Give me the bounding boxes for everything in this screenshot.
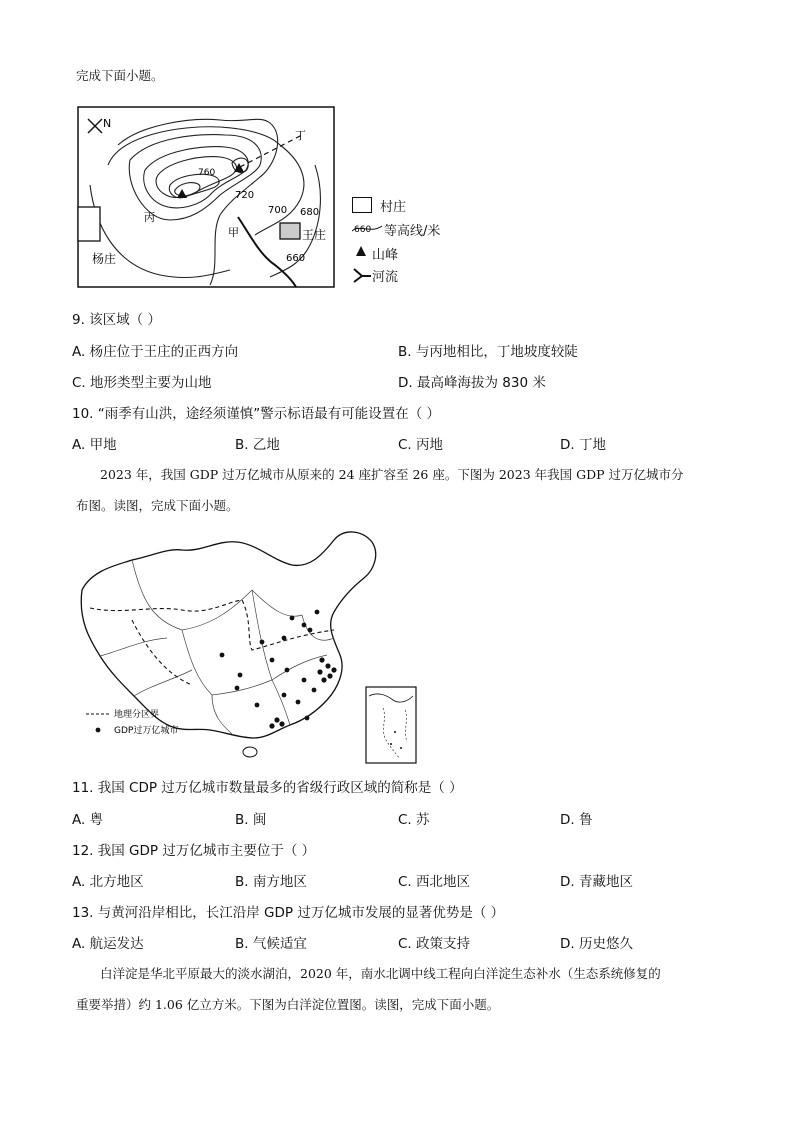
city-dot	[315, 610, 320, 615]
city-dot	[260, 640, 265, 645]
q10-option-b[interactable]: B. 乙地	[235, 437, 280, 453]
legend-city-label: GDP过万亿城市	[114, 726, 179, 736]
legend-village-label: 村庄	[380, 200, 407, 215]
village-yangzhuang	[78, 207, 100, 241]
city-dot	[235, 686, 240, 691]
label-yangzhuang: 杨庄	[92, 252, 117, 266]
q9-option-d[interactable]: D. 最高峰海拔为 830 米	[398, 375, 546, 391]
contour-icon	[352, 220, 382, 236]
q13-option-b[interactable]: B. 气候适宜	[235, 936, 307, 952]
q13-option-d[interactable]: D. 历史悠久	[560, 936, 633, 952]
china-outline	[81, 532, 375, 738]
label-720: 720	[235, 190, 255, 201]
q12-option-d[interactable]: D. 青藏地区	[560, 874, 633, 890]
q12-option-a[interactable]: A. 北方地区	[72, 874, 144, 890]
legend-river-label: 河流	[372, 270, 399, 285]
intro2-line1: 2023 年，我国 GDP 过万亿城市从原来的 24 座扩容至 26 座。下图为 2023 年我国 GDP 过万亿城市分	[100, 467, 684, 482]
city-dot	[296, 700, 301, 705]
q10-option-d[interactable]: D. 丁地	[560, 437, 606, 453]
city-dot	[302, 678, 307, 683]
city-dot	[319, 657, 324, 662]
city-dot	[305, 716, 310, 721]
label-ding: 丁	[295, 129, 306, 142]
q12-option-c[interactable]: C. 西北地区	[398, 874, 471, 890]
north-label: N	[103, 117, 112, 130]
city-dot	[302, 623, 307, 628]
q9-stem: 9. 该区域（ ）	[72, 312, 161, 328]
q9-option-c[interactable]: C. 地形类型主要为山地	[72, 375, 212, 391]
label-bing: 丙	[144, 211, 155, 224]
city-dot	[321, 677, 326, 682]
intro-text: 完成下面小题。	[76, 68, 164, 83]
legend-boundary-label: 地理分区界	[114, 710, 160, 720]
city-dot	[327, 673, 332, 678]
city-dot	[279, 721, 284, 726]
city-dot	[282, 693, 287, 698]
q11-option-a[interactable]: A. 粤	[72, 812, 104, 828]
city-dot	[317, 669, 322, 674]
village-wangzhuang	[280, 223, 300, 239]
q10-option-c[interactable]: C. 丙地	[398, 437, 444, 453]
q12-option-b[interactable]: B. 南方地区	[235, 874, 307, 890]
south-china-sea-inset	[365, 686, 417, 764]
intro2-line2: 布图。读图，完成下面小题。	[76, 498, 239, 513]
city-dot	[238, 673, 243, 678]
q9-option-a[interactable]: A. 杨庄位于王庄的正西方向	[72, 344, 239, 360]
city-dot	[269, 723, 274, 728]
city-dot	[308, 628, 313, 633]
city-dot	[282, 636, 287, 641]
map-legend	[352, 194, 462, 286]
q12-stem: 12. 我国 GDP 过万亿城市主要位于（ ）	[72, 843, 316, 859]
q13-option-c[interactable]: C. 政策支持	[398, 936, 471, 952]
legend-contour-label: 等高线/米	[384, 224, 441, 239]
intro3-line2: 重要举措）约 1.06 亿立方米。下图为白洋淀位置图。读图，完成下面小题。	[76, 997, 500, 1012]
q11-option-b[interactable]: B. 闽	[235, 812, 267, 828]
city-dot	[270, 658, 275, 663]
label-680: 680	[300, 207, 320, 218]
q10-option-a[interactable]: A. 甲地	[72, 437, 117, 453]
label-760: 760	[198, 168, 216, 178]
city-dot	[255, 703, 260, 708]
q13-option-a[interactable]: A. 航运发达	[72, 936, 144, 952]
q10-stem: 10. “雨季有山洪，途经须谨慎”警示标语最有可能设置在（ ）	[72, 406, 441, 422]
city-dot	[325, 663, 330, 668]
q11-option-d[interactable]: D. 鲁	[560, 812, 593, 828]
city-dot	[290, 616, 295, 621]
city-dot	[312, 688, 317, 693]
intro3-line1: 白洋淀是华北平原最大的淡水湖泊，2020 年，南水北调中线工程向白洋淀生态补水（生态系统修复的	[100, 966, 661, 981]
village-icon	[352, 197, 372, 213]
legend-peak-label: 山峰	[372, 248, 399, 263]
city-dot	[220, 653, 225, 658]
city-dot	[331, 667, 336, 672]
contour-map	[70, 105, 340, 290]
label-660: 660	[286, 253, 306, 264]
peak-icon	[356, 246, 366, 256]
label-wangzhuang: 王庄	[302, 228, 327, 242]
q13-stem: 13. 与黄河沿岸相比，长江沿岸 GDP 过万亿城市发展的显著优势是（ ）	[72, 905, 505, 921]
label-700: 700	[268, 205, 288, 216]
river-icon	[352, 267, 372, 283]
china-gdp-map	[72, 520, 392, 770]
city-dot	[274, 717, 279, 722]
legend-contour-value: 660	[354, 225, 372, 235]
q9-option-b[interactable]: B. 与丙地相比，丁地坡度较陡	[398, 344, 578, 360]
label-jia: 甲	[228, 226, 239, 239]
q11-stem: 11. 我国 CDP 过万亿城市数量最多的省级行政区域的简称是（ ）	[72, 780, 463, 796]
city-dot	[285, 668, 290, 673]
q11-option-c[interactable]: C. 苏	[398, 812, 430, 828]
